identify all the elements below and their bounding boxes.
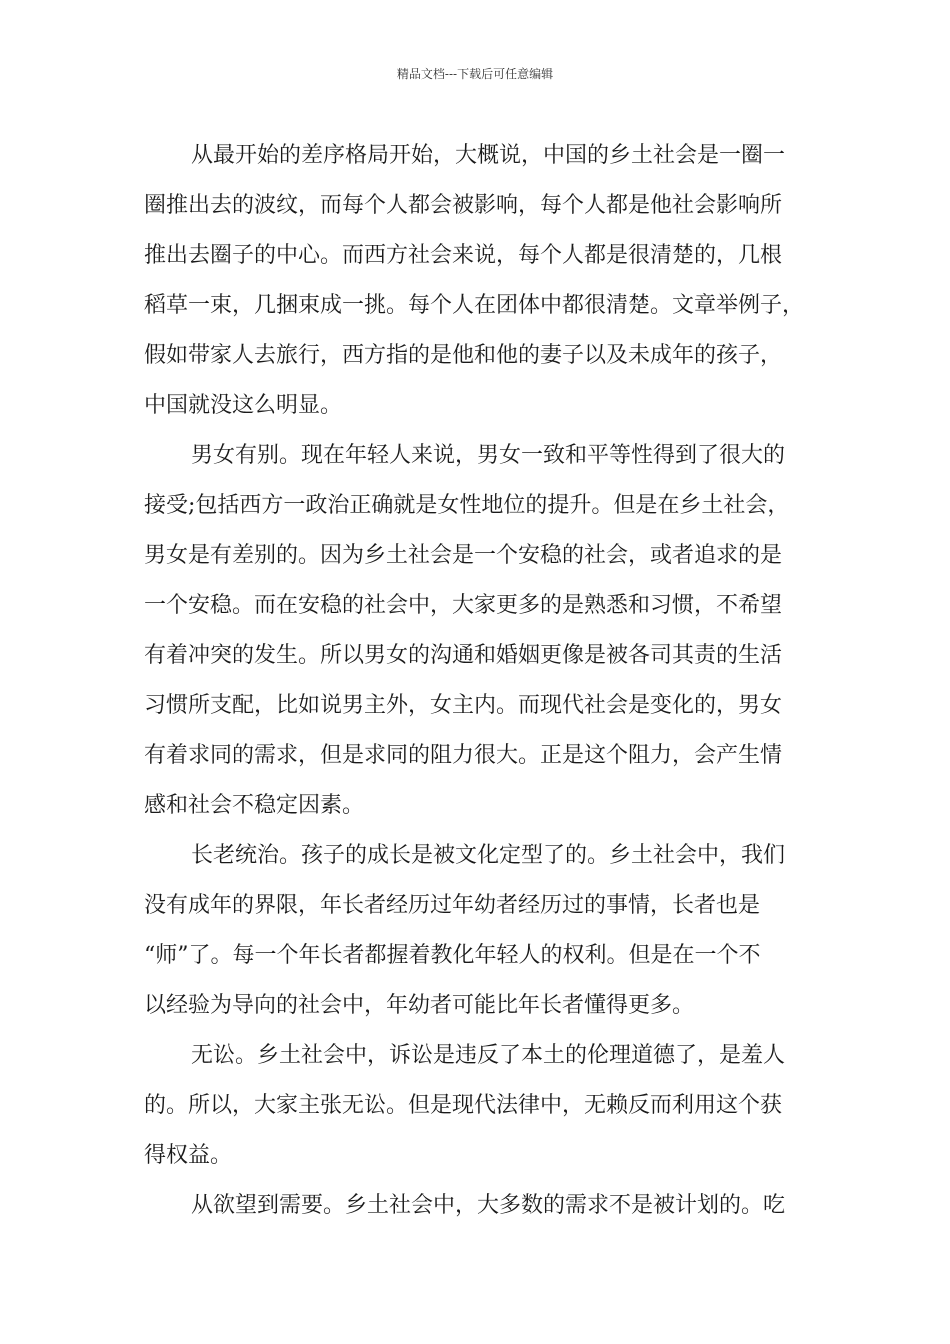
- text-line: 推出去圈子的中心。而西方社会来说，每个人都是很清楚的，几根: [144, 243, 783, 268]
- paragraph-nannv-youbie: [144, 431, 824, 831]
- text-line: 有着冲突的发生。所以男女的沟通和婚姻更像是被各司其责的生活: [144, 643, 783, 668]
- paragraph-zhanglao-tongzhi: [144, 831, 824, 1031]
- text-line: 假如带家人去旅行，西方指的是他和他的妻子以及未成年的孩子，: [144, 343, 783, 368]
- text-line: 以经验为导向的社会中，年幼者可能比年长者懂得更多。: [144, 993, 695, 1018]
- text-line: 男女有别。现在年轻人来说，男女一致和平等性得到了很大的: [191, 443, 786, 468]
- text-line: 无讼。乡土社会中，诉讼是违反了本土的伦理道德了，是羞人: [191, 1043, 786, 1068]
- text-line: 中国就没这么明显。: [144, 393, 343, 418]
- text-line: 圈推出去的波纹，而每个人都会被影响，每个人都是他社会影响所: [144, 193, 783, 218]
- paragraph-yuwang-xuyao: [144, 1181, 824, 1231]
- text-line: 稻草一束，几捆束成一挑。每个人在团体中都很清楚。文章举例子，: [144, 293, 805, 318]
- text-line: 没有成年的界限，年长者经历过年幼者经历过的事情，长者也是: [144, 893, 761, 918]
- text-line: 男女是有差别的。因为乡土社会是一个安稳的社会，或者追求的是: [144, 543, 783, 568]
- document-body: [144, 131, 824, 1231]
- text-line: 有着求同的需求，但是求同的阻力很大。正是这个阻力，会产生情: [144, 743, 783, 768]
- text-line: 长老统治。孩子的成长是被文化定型了的。乡土社会中，我们: [191, 843, 786, 868]
- text-line: “师”了。每一个年长者都握着教化年轻人的权利。但是在一个不: [144, 943, 761, 968]
- text-line: 从最开始的差序格局开始，大概说，中国的乡土社会是一圈一: [191, 143, 786, 168]
- paragraph-chaxu-geju: [144, 131, 824, 431]
- text-line: 一个安稳。而在安稳的社会中，大家更多的是熟悉和习惯，不希望: [144, 593, 783, 618]
- text-line: 的。所以，大家主张无讼。但是现代法律中，无赖反而利用这个获: [144, 1093, 783, 1118]
- text-line: 从欲望到需要。乡土社会中，大多数的需求不是被计划的。吃: [191, 1193, 786, 1218]
- text-line: 得权益。: [144, 1143, 233, 1168]
- text-line: 习惯所支配，比如说男主外，女主内。而现代社会是变化的，男女: [144, 693, 783, 718]
- text-line: 接受;包括西方一政治正确就是女性地位的提升。但是在乡土社会，: [144, 493, 790, 518]
- page-header: 精品文档---下载后可任意编辑: [396, 67, 554, 81]
- text-line: 感和社会不稳定因素。: [144, 793, 365, 818]
- paragraph-wusong: [144, 1031, 824, 1181]
